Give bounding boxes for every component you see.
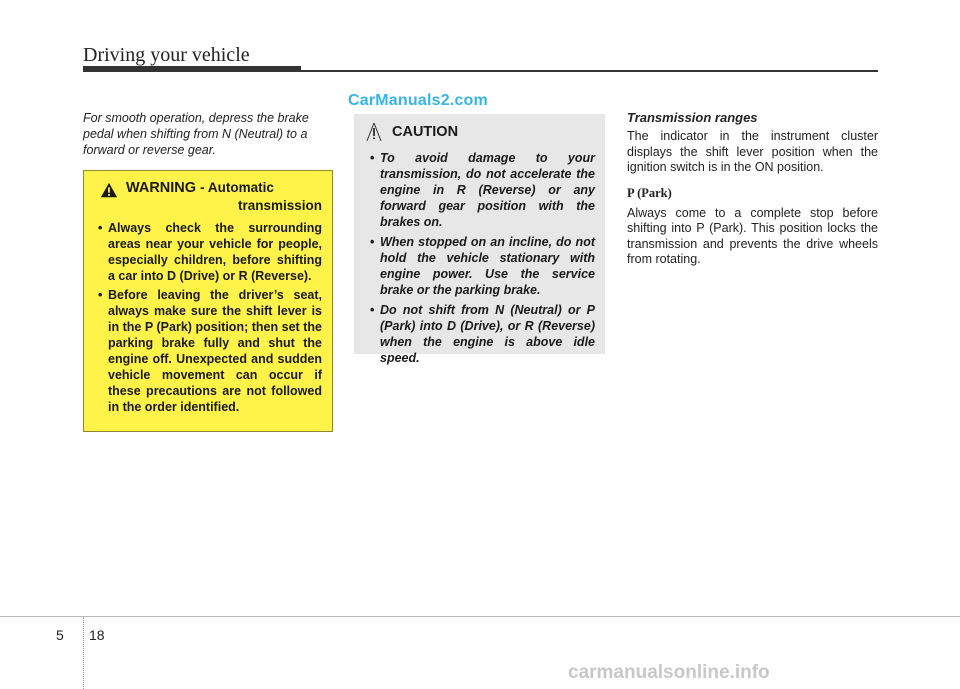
caution-list — [364, 150, 595, 366]
transmission-section — [627, 110, 878, 278]
caution-item: • Do not shift from N (Neutral) or P (Park) into D (Drive), or R (Reverse) when the engine is above idle speed. — [364, 302, 595, 366]
watermark-bottom: carmanualsonline.info — [568, 662, 770, 683]
caution-header — [366, 122, 595, 142]
warning-header — [100, 179, 322, 214]
header-rule-thin — [301, 70, 878, 72]
warning-subtitle-1: - Automatic — [200, 180, 274, 195]
warning-title — [126, 179, 322, 214]
park-heading: P (Park) — [627, 185, 672, 200]
page-header-title: Driving your vehicle — [83, 44, 250, 66]
warning-triangle-icon — [100, 181, 118, 199]
watermark-top: CarManuals2.com — [348, 92, 488, 109]
header-rule-thick — [83, 66, 301, 72]
page-chapter-number: 5 — [56, 627, 64, 643]
park-paragraph: Always come to a complete stop before shifting into P (Park). This position locks the transmission and prevents the drive wheels from rotating. — [627, 205, 878, 266]
caution-box — [354, 114, 605, 365]
warning-list — [94, 220, 322, 415]
intro-paragraph: For smooth operation, depress the brake pedal when shifting from N (Neutral) to a forward or reverse gear. — [83, 111, 309, 157]
warning-label: WARNING — [125, 180, 197, 196]
footer-rule — [0, 616, 960, 617]
caution-triangle-icon — [366, 122, 382, 142]
warning-item: • Before leaving the driver’s seat, always make sure the shift lever is in the P (Park) position; then set the parking brake fully and shut the engine off. Unexpected and sudden vehicle movement can occur if these precautions are not followed in the order identified. — [94, 287, 322, 415]
footer-divider — [83, 617, 85, 689]
page-number: 18 — [89, 627, 105, 643]
transmission-heading: Transmission ranges — [627, 110, 758, 125]
transmission-paragraph: The indicator in the instrument cluster displays the shift lever position when the ignition switch is in the ON position. — [627, 129, 878, 174]
warning-subtitle-2: transmission — [237, 198, 322, 213]
warning-item: • Always check the surrounding areas near your vehicle for people, especially children, before shifting a car into D (Drive) or R (Reverse). — [94, 220, 322, 284]
warning-box — [83, 170, 333, 432]
caution-item: • To avoid damage to your transmission, do not accelerate the engine in R (Reverse) or any forward gear position with the brakes on. — [364, 150, 595, 230]
caution-title: CAUTION — [392, 124, 459, 140]
caution-item: • When stopped on an incline, do not hold the vehicle stationary with engine power. Use the service brake or the parking brake. — [364, 234, 595, 298]
